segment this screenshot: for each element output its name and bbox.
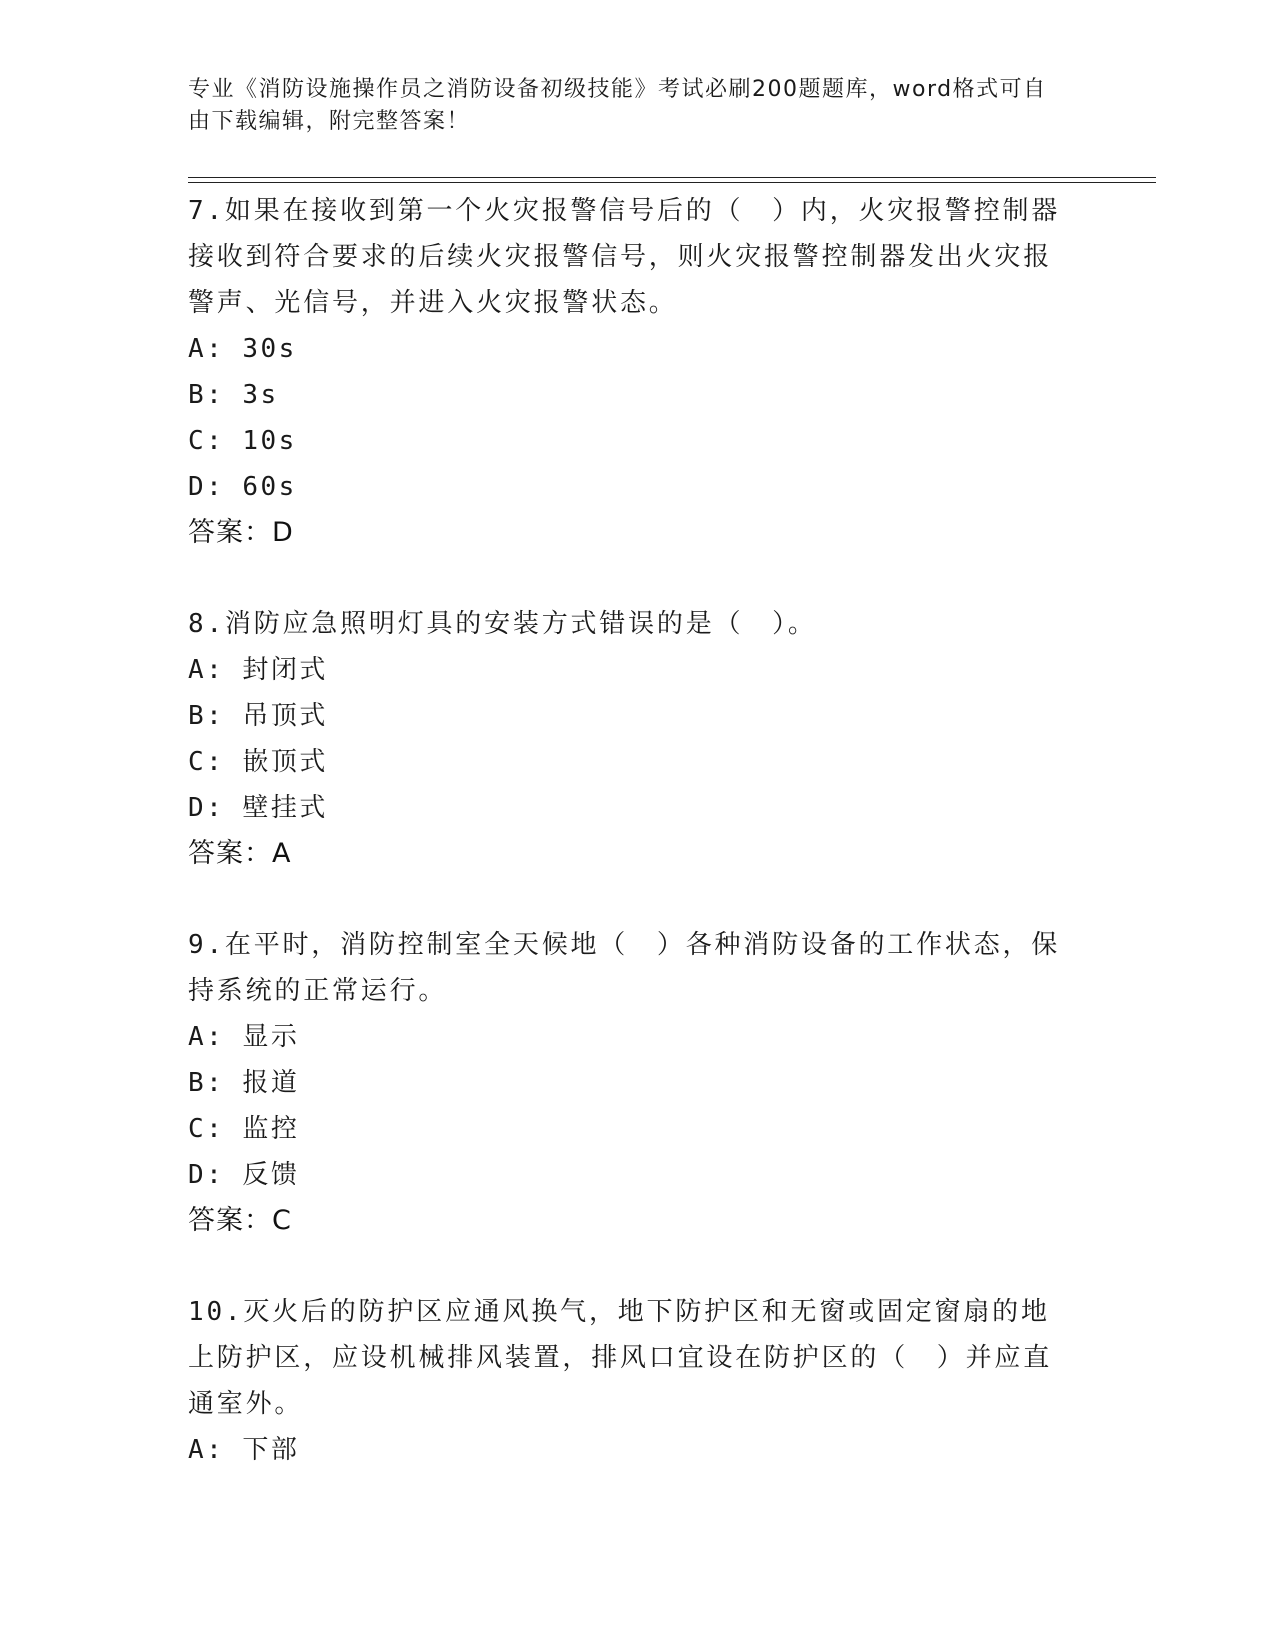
option-letter: B: [188, 380, 225, 410]
option-text: 10s [242, 426, 297, 456]
question-text: 9.在平时，消防控制室全天候地（ ）各种消防设备的工作状态，保持系统的正常运行。 [188, 930, 1061, 1006]
question-text: 10.灭火后的防护区应通风换气，地下防护区和无窗或固定窗扇的地上防护区，应设机械排风装置，排风口宜设在防护区的（ ）并应直通室外。 [188, 1297, 1053, 1419]
question-7 [188, 188, 1068, 556]
question-9 [188, 922, 1068, 1244]
option-d [188, 464, 1068, 510]
header-divider-bottom [188, 182, 1156, 183]
option-a [188, 326, 1068, 372]
option-text: 30s [242, 334, 297, 364]
option-text: 嵌顶式 [242, 747, 328, 777]
option-letter: C: [188, 747, 225, 777]
option-letter: A: [188, 1435, 225, 1465]
option-c [188, 418, 1068, 464]
option-letter: C: [188, 1114, 225, 1144]
option-d [188, 785, 1068, 831]
option-text: 60s [242, 472, 297, 502]
option-letter: D: [188, 793, 225, 823]
option-text: 3s [242, 380, 279, 410]
option-letter: A: [188, 334, 225, 364]
option-c [188, 739, 1068, 785]
option-letter: B: [188, 701, 225, 731]
option-text: 反馈 [242, 1160, 300, 1190]
option-text: 报道 [242, 1068, 300, 1098]
option-text: 监控 [242, 1114, 300, 1144]
option-c [188, 1106, 1068, 1152]
option-letter: C: [188, 426, 225, 456]
option-letter: D: [188, 472, 225, 502]
option-b [188, 693, 1068, 739]
answer-line: 答案：A [188, 838, 292, 869]
option-a [188, 1014, 1068, 1060]
answer-line: 答案：C [188, 1205, 292, 1236]
option-text: 吊顶式 [242, 701, 328, 731]
answer-line: 答案：D [188, 517, 294, 548]
header-divider-top [188, 177, 1156, 178]
option-letter: B: [188, 1068, 225, 1098]
option-text: 显示 [242, 1022, 300, 1052]
question-text: 7.如果在接收到第一个火灾报警信号后的（ ）内，火灾报警控制器接收到符合要求的后续火灾报警信号，则火灾报警控制器发出火灾报警声、光信号，并进入火灾报警状态。 [188, 196, 1061, 318]
question-text: 8.消防应急照明灯具的安装方式错误的是（ ）。 [188, 609, 817, 639]
option-text: 下部 [242, 1435, 300, 1465]
option-b [188, 372, 1068, 418]
option-d [188, 1152, 1068, 1198]
question-10 [188, 1289, 1068, 1473]
option-letter: A: [188, 655, 225, 685]
option-text: 封闭式 [242, 655, 328, 685]
option-text: 壁挂式 [242, 793, 328, 823]
document-header: 专业《消防设施操作员之消防设备初级技能》考试必刷200题题库，word格式可自由下载编辑，附完整答案！ [188, 77, 1047, 134]
option-letter: D: [188, 1160, 225, 1190]
question-list [188, 188, 1068, 1473]
option-a [188, 1427, 1068, 1473]
question-8 [188, 601, 1068, 877]
option-b [188, 1060, 1068, 1106]
option-letter: A: [188, 1022, 225, 1052]
option-a [188, 647, 1068, 693]
